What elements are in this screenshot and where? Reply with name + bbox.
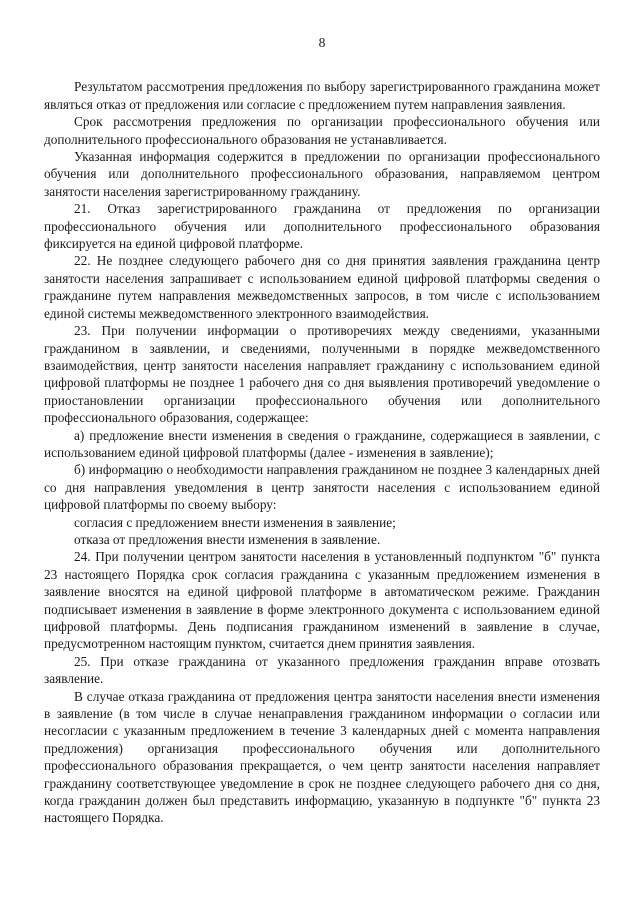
paragraph-subitem-b: б) информацию о необходимости направления гражданином не позднее 3 календарных дней со дня направления уведомления в центр занятости населения с использованием единой цифровой платформы по своему выбору: xyxy=(44,462,600,513)
paragraph-result-of-review: Результатом рассмотрения предложения по выбору зарегистрированного гражданина может являться отказ от предложения или согласие с предложением путем направления заявления. xyxy=(44,79,600,112)
paragraph-item-23: 23. При получении информации о противоречиях между сведениями, указанными гражданином в заявлении, и сведениями, полученными в порядке межведомственного взаимодействия, центр занятости населения направляет гражданину с использованием единой цифровой платформы не позднее 1 рабочего дня со дня выявления противоречий уведомление о приостановлении организации профессионального обучения или дополнительного профессионального образования, содержащее: xyxy=(44,323,600,426)
paragraph-subitem-a: а) предложение внести изменения в сведения о гражданине, содержащиеся в заявлении, с использованием единой цифровой платформы (далее - изменения в заявление); xyxy=(44,427,600,460)
paragraph-item-21: 21. Отказ зарегистрированного гражданина от предложения по организации профессионального обучения или дополнительного профессионального образования фиксируется на единой цифровой платформе. xyxy=(44,201,600,252)
paragraph-item-22: 22. Не позднее следующего рабочего дня со дня принятия заявления гражданина центр занятости населения запрашивает с использованием единой цифровой платформы сведения о гражданине путем направления межведомственных запросов, в том числе с использованием единой системы межведомственного электронного взаимодействия. xyxy=(44,253,600,321)
paragraph-information-location: Указанная информация содержится в предложении по организации профессионального обучения или дополнительного профессионального образования, направляемом центром занятости населения зарегистрированному гражданину. xyxy=(44,149,600,199)
paragraph-refusal-option: отказа от предложения внести изменения в заявление. xyxy=(74,531,381,547)
paragraph-item-25: 25. При отказе гражданина от указанного предложения гражданин вправе отозвать заявление. xyxy=(44,653,600,687)
paragraph-refusal-case: В случае отказа гражданина от предложения центра занятости населения внести изменения в заявление (в том числе в случае ненаправления гражданином информации о согласии или несогласии с указанным предложением в течение 3 календарных дней с момента направления предложения) организация профессионального обучения или дополнительного профессионального образования прекращается, о чем центр занятости населения направляет гражданину соответствующее уведомление в срок не позднее следующего рабочего дня со дня, когда гражданин должен был представить информацию, указанную в подпункте "б" пункта 23 настоящего Порядка. xyxy=(44,688,600,826)
paragraph-consent-option: согласия с предложением внести изменения в заявление; xyxy=(74,514,396,530)
paragraph-review-term: Срок рассмотрения предложения по организации профессионального обучения или дополнительного профессионального образования не устанавливается. xyxy=(44,114,600,147)
page-number: 8 xyxy=(318,35,326,50)
paragraph-item-24: 24. При получении центром занятости населения в установленный подпунктом "б" пункта 23 настоящего Порядка срок согласия гражданина с указанным предложением изменения в заявление вносятся на единой цифровой платформе в автоматическом режиме. Гражданин подписывает изменения в заявление в форме электронного документа с использованием единой цифровой платформы. День подписания гражданином изменений в заявление в случае, предусмотренном настоящим пунктом, считается днем принятия заявления. xyxy=(44,549,600,652)
